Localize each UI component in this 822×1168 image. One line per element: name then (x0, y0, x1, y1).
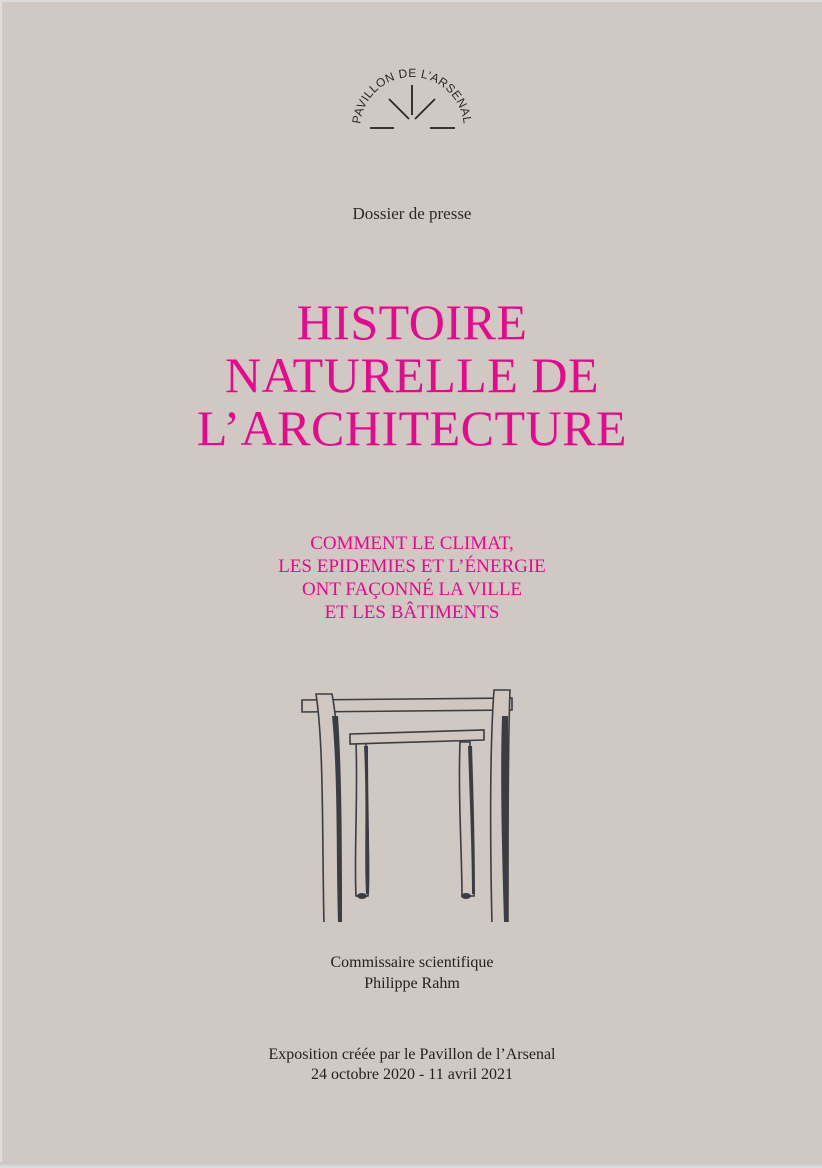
branch-frame-illustration (294, 686, 530, 922)
subtitle-line: ONT FAÇONNÉ LA VILLE (301, 579, 523, 600)
exhibition-dates: 24 octobre 2020 - 11 avril 2021 (310, 1066, 514, 1083)
title-line: HISTOIRE (296, 294, 528, 350)
document-kicker: Dossier de presse (352, 204, 472, 223)
subtitle-line: ET LES BÂTIMENTS (324, 602, 500, 623)
subtitle-line: COMMENT LE CLIMAT, (310, 533, 514, 554)
title-line: L’ARCHITECTURE (196, 400, 628, 456)
curator-credit (2, 952, 822, 994)
document-subtitle (2, 532, 822, 624)
logo-text: PAVILLON DE L’ARSENAL (349, 65, 475, 125)
page-bottom-edge (0, 1162, 822, 1168)
pavillon-arsenal-logo (342, 47, 482, 137)
title-line: NATURELLE DE (225, 347, 599, 403)
subtitle-line: LES EPIDEMIES ET L’ÉNERGIE (278, 556, 546, 577)
cover-page (1, 2, 822, 1162)
exhibition-line: Exposition créée par le Pavillon de l’Arsenal (268, 1046, 556, 1063)
document-title (2, 296, 822, 455)
credit-name: Philippe Rahm (364, 975, 460, 992)
exhibition-info (2, 1045, 822, 1085)
credit-role: Commissaire scientifique (330, 954, 494, 971)
